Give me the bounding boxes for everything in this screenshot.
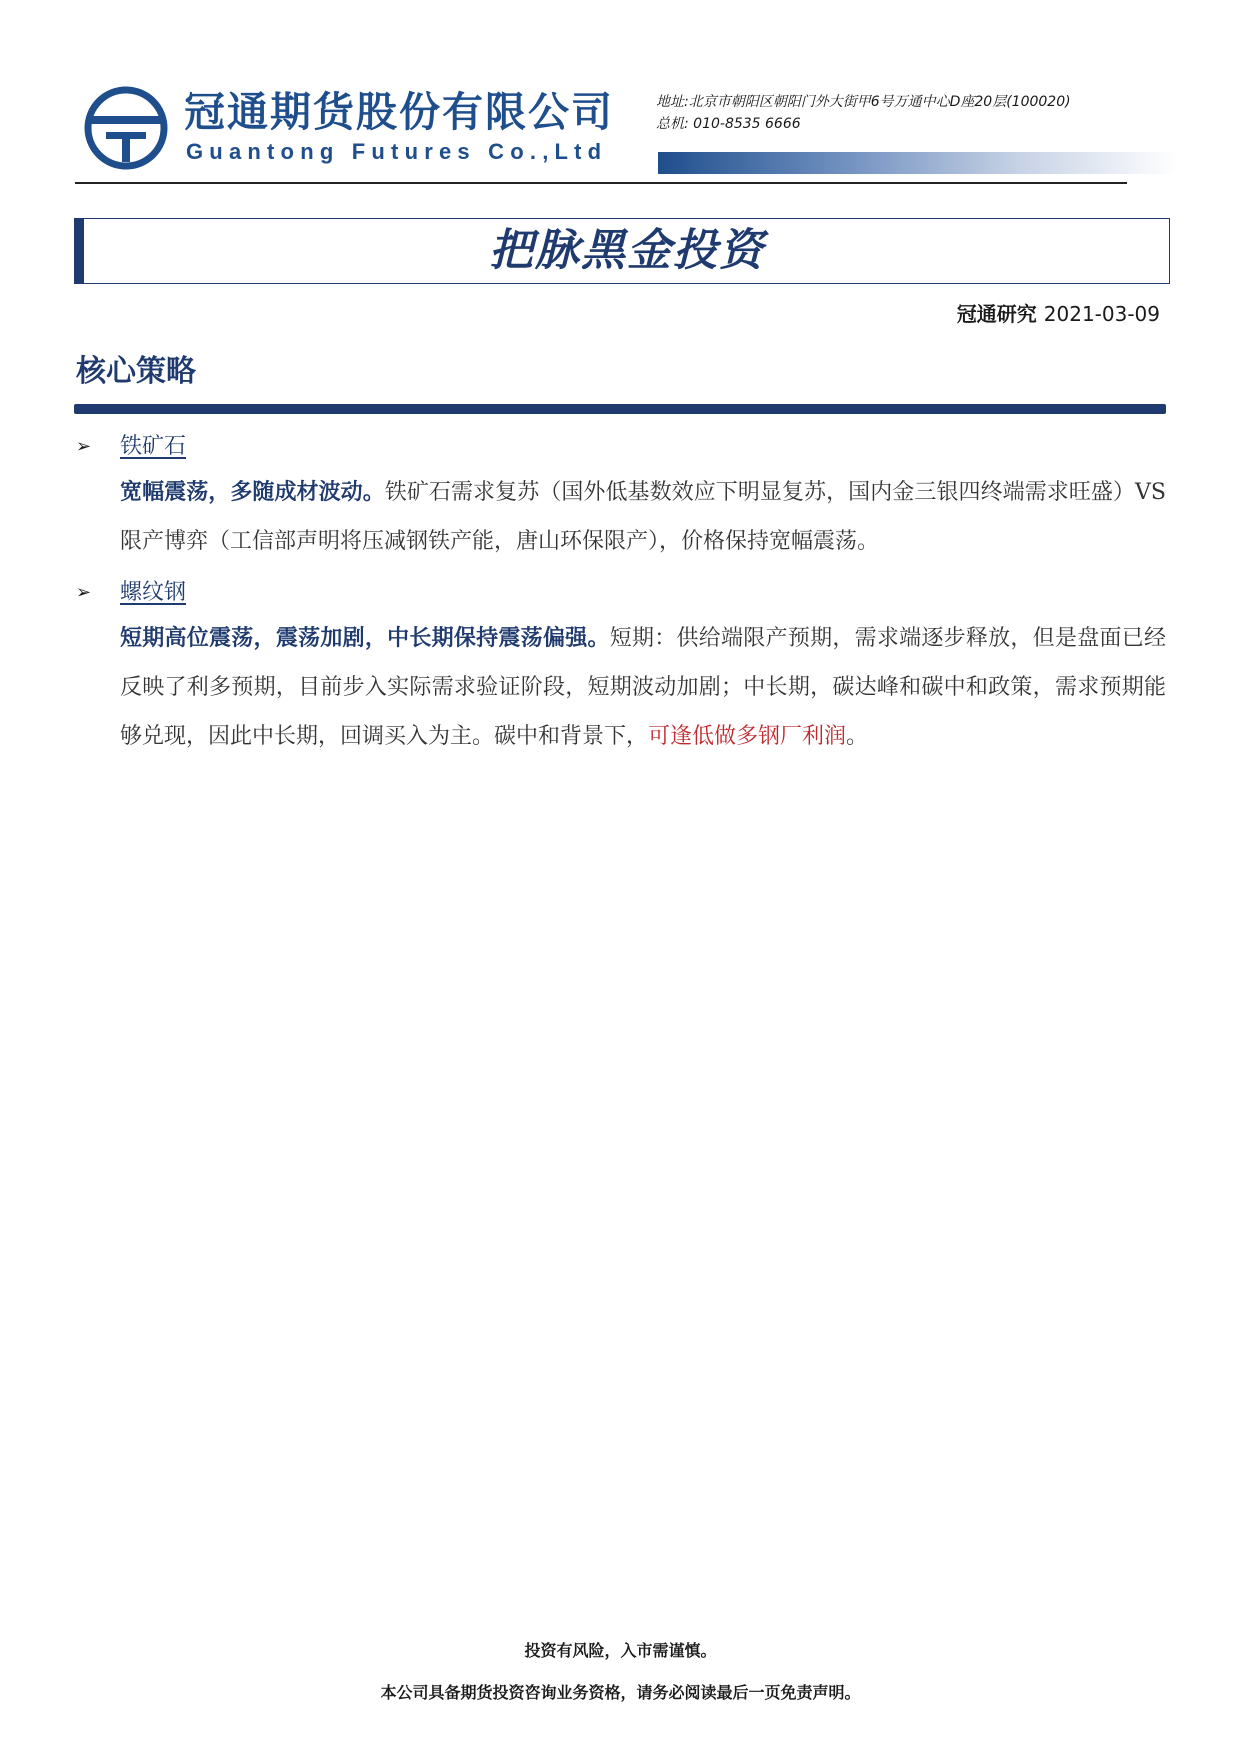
company-phone: 总机: 010-8535 6666 — [656, 116, 801, 132]
logo-mark-icon — [84, 86, 168, 170]
item-heading-rebar: 螺纹钢 — [120, 580, 187, 605]
company-address: 地址:北京市朝阳区朝阳门外大街甲6号万通中心D座20层(100020) — [656, 94, 1071, 110]
item-highlight: 可逢低做多钢厂利润 — [648, 724, 847, 749]
company-contact — [656, 91, 1071, 135]
item-heading-row — [76, 578, 91, 608]
item-body: 短期：供给端限产预期，需求端逐步释放，但是盘面已经反映了利多预期，目前步入实际需求验证阶段，短期波动加剧；中长期，碳达峰和碳中和政策，需求预期能够兑现，因此中长期，回调买入为主。碳中和背景下， — [120, 626, 1166, 749]
title-accent-bar — [74, 218, 84, 284]
bullet-arrow-icon: ➢ — [76, 436, 92, 457]
header-gradient-bar — [658, 152, 1178, 174]
section-title: 核心策略 — [76, 354, 196, 389]
report-date: 2021-03-09 — [1043, 302, 1160, 326]
bullet-arrow-icon: ➢ — [76, 582, 92, 603]
report-byline — [760, 298, 1160, 327]
risk-warning: 投资有风险，入市需谨慎。 — [524, 1641, 717, 1660]
company-logo — [84, 86, 168, 170]
item-heading-row — [76, 432, 91, 462]
company-name-en: Guantong Futures Co.,Ltd — [186, 139, 608, 164]
item-lead: 短期高位震荡，震荡加剧，中长期保持震荡偏强。 — [120, 626, 610, 651]
company-name-cn: 冠通期货股份有限公司 — [184, 88, 614, 136]
disclaimer-note: 本公司具备期货投资咨询业务资格，请务必阅读最后一页免责声明。 — [380, 1683, 861, 1702]
section-divider — [74, 404, 1166, 414]
item-tail: 。 — [846, 724, 869, 749]
report-title: 把脉黑金投资 — [489, 225, 765, 276]
item-heading-iron-ore: 铁矿石 — [120, 434, 187, 459]
item-paragraph-iron-ore — [120, 468, 1166, 566]
item-body: 铁矿石需求复苏（国外低基数效应下明显复苏，国内金三银四终端需求旺盛）VS 限产博弈（工信部声明将压减钢铁产能，唐山环保限产），价格保持宽幅震荡。 — [120, 480, 1166, 554]
item-lead: 宽幅震荡，多随成材波动。 — [120, 480, 385, 505]
report-source: 冠通研究 — [956, 302, 1037, 326]
item-paragraph-rebar — [120, 614, 1166, 761]
header-divider — [75, 182, 1127, 184]
